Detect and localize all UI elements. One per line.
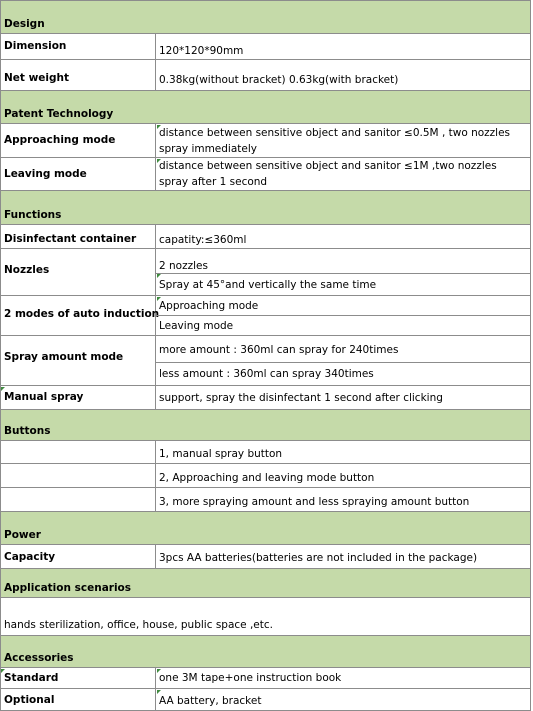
- row-net-weight: [0, 60, 531, 91]
- spray-value-1: more amount : 360ml can spray for 240times: [159, 344, 399, 356]
- nozzles-label-cell: [0, 249, 156, 295]
- spray-label: Spray amount mode: [4, 351, 124, 363]
- row-approaching-mode: [0, 124, 531, 158]
- row-auto-induction: [0, 296, 531, 336]
- application-value: hands sterilization, office, house, public space ,etc.: [4, 619, 273, 631]
- section-title: Buttons: [4, 425, 51, 437]
- modes-value-cell: [156, 296, 531, 335]
- button-item-label-cell: [0, 464, 156, 487]
- nozzles-label: Nozzles: [4, 264, 50, 276]
- section-title: Functions: [4, 209, 62, 221]
- weight-label: Net weight: [4, 72, 70, 84]
- modes-subcell: [156, 316, 530, 335]
- row-application: [0, 598, 531, 636]
- nozzles-value-2: Spray at 45°and vertically the same time: [159, 279, 377, 291]
- standard-value-cell: [156, 668, 531, 688]
- row-manual-spray: [0, 386, 531, 410]
- optional-label: Optional: [4, 694, 55, 706]
- modes-value-2: Leaving mode: [159, 320, 234, 332]
- approach-value: distance between sensitive object and sanitor ≤0.5M , two nozzles spray immediately: [159, 127, 511, 155]
- manual-label: Manual spray: [4, 391, 84, 403]
- row-capacity: [0, 545, 531, 569]
- application-cell: [0, 598, 531, 635]
- button-item-3: 3, more spraying amount and less spraying amount button: [159, 496, 470, 508]
- nozzles-value-1: 2 nozzles: [159, 260, 208, 272]
- cell-marker: [1, 387, 5, 391]
- container-label: Disinfectant container: [4, 233, 137, 245]
- weight-value: 0.38kg(without bracket) 0.63kg(with bracket): [159, 74, 399, 86]
- cell-marker: [157, 297, 161, 301]
- cell-marker: [157, 669, 161, 673]
- modes-subcell: [156, 296, 530, 316]
- button-item-1: 1, manual spray button: [159, 448, 283, 460]
- manual-value: support, spray the disinfectant 1 second after clicking: [159, 392, 443, 404]
- dimension-value: 120*120*90mm: [159, 45, 244, 57]
- row-optional: [0, 689, 531, 711]
- cell-marker: [157, 690, 161, 694]
- row-standard: [0, 668, 531, 689]
- row-container: [0, 225, 531, 249]
- approach-label: Approaching mode: [4, 134, 116, 146]
- button-item-value-cell: [156, 488, 531, 511]
- dimension-value-cell: [156, 34, 531, 59]
- section-title: Design: [4, 18, 45, 30]
- section-buttons: [0, 410, 531, 441]
- dimension-label-cell: [0, 34, 156, 59]
- row-dimension: [0, 34, 531, 60]
- spray-subcell: [156, 336, 530, 363]
- leave-value: distance between sensitive object and sanitor ≤1M ,two nozzles spray after 1 second: [159, 160, 497, 188]
- section-title: Patent Technology: [4, 108, 114, 120]
- row-leaving-mode: [0, 158, 531, 191]
- row-button-item-2: [0, 464, 531, 488]
- section-functions: [0, 191, 531, 225]
- manual-label-cell: [0, 386, 156, 409]
- button-item-value-cell: [156, 464, 531, 487]
- button-item-2: 2, Approaching and leaving mode button: [159, 472, 375, 484]
- spray-label-cell: [0, 336, 156, 385]
- approach-value-cell: [156, 124, 531, 157]
- capacity-value-cell: [156, 545, 531, 568]
- row-spray-amount: [0, 336, 531, 386]
- leave-label: Leaving mode: [4, 168, 87, 180]
- button-item-value-cell: [156, 441, 531, 463]
- optional-value-cell: [156, 689, 531, 710]
- section-accessories: [0, 636, 531, 668]
- button-item-label-cell: [0, 441, 156, 463]
- spray-value-2: less amount : 360ml can spray 340times: [159, 368, 374, 380]
- optional-label-cell: [0, 689, 156, 710]
- nozzles-value-cell: [156, 249, 531, 295]
- weight-value-cell: [156, 60, 531, 90]
- manual-value-cell: [156, 386, 531, 409]
- capacity-label: Capacity: [4, 551, 56, 563]
- row-button-item-1: [0, 441, 531, 464]
- section-title: Accessories: [4, 652, 74, 664]
- dimension-label: Dimension: [4, 40, 67, 52]
- button-item-label-cell: [0, 488, 156, 511]
- spray-subcell: [156, 363, 530, 385]
- weight-label-cell: [0, 60, 156, 90]
- cell-marker: [157, 125, 161, 129]
- container-value-cell: [156, 225, 531, 248]
- cell-marker: [1, 669, 5, 673]
- nozzles-subcell: [156, 274, 530, 295]
- standard-value: one 3M tape+one instruction book: [159, 672, 342, 684]
- section-power: [0, 512, 531, 545]
- container-label-cell: [0, 225, 156, 248]
- modes-label-cell: [0, 296, 160, 335]
- section-design: [0, 0, 531, 34]
- capacity-label-cell: [0, 545, 156, 568]
- capacity-value: 3pcs AA batteries(batteries are not included in the package): [159, 552, 478, 564]
- approach-label-cell: [0, 124, 156, 157]
- section-patent: [0, 91, 531, 124]
- cell-marker: [157, 159, 161, 163]
- section-title: Application scenarios: [4, 582, 132, 594]
- section-application: [0, 569, 531, 598]
- row-nozzles: [0, 249, 531, 296]
- cell-marker: [157, 274, 161, 278]
- leave-value-cell: [156, 158, 531, 190]
- standard-label: Standard: [4, 672, 59, 684]
- leave-label-cell: [0, 158, 156, 190]
- modes-label: 2 modes of auto induction: [4, 308, 160, 320]
- row-button-item-3: [0, 488, 531, 512]
- container-value: capatity:≤360ml: [159, 234, 247, 246]
- nozzles-subcell: [156, 249, 530, 274]
- section-title: Power: [4, 529, 41, 541]
- modes-value-1: Approaching mode: [159, 300, 259, 312]
- standard-label-cell: [0, 668, 156, 688]
- spray-value-cell: [156, 336, 531, 385]
- optional-value: AA battery, bracket: [159, 695, 262, 707]
